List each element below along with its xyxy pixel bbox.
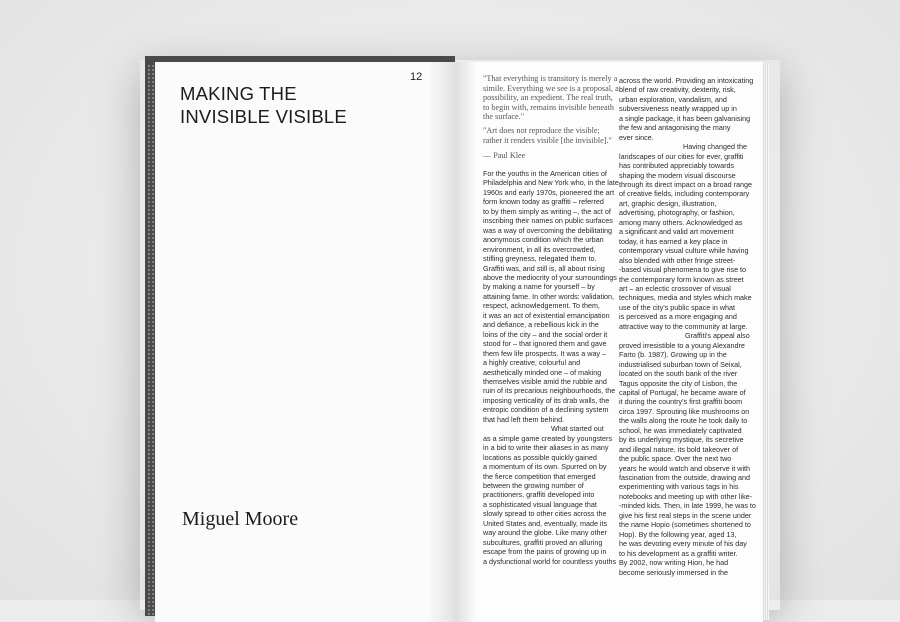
body-text-line: themselves visible amid the rubble and [483, 376, 607, 386]
body-text-line: ever since. [619, 132, 654, 142]
body-text-line: stifling greyness, relegated them to. [483, 254, 597, 264]
body-text-line: Tagus opposite the city of Lisbon, the [619, 378, 738, 388]
body-text-line: proved irresistible to a young Alexandre [619, 340, 745, 350]
body-text-line: Philadelphia and New York who, in the late [483, 178, 619, 188]
epigraph-attribution: — Paul Klee [483, 151, 526, 160]
body-text-line: aesthetically minded one – of making [483, 367, 602, 377]
body-text-line: the few and antagonising the many [619, 123, 731, 133]
body-text-line: the public space. Over the next two [619, 454, 732, 464]
body-text-line: school, he was immediately captivated [619, 425, 742, 435]
body-text-line: advertising, photography, or fashion, [619, 208, 735, 218]
body-text-line: industrialised suburban town of Seixal, [619, 359, 742, 369]
body-text-line: ruin of its precarious neighbourhoods, the [483, 386, 616, 396]
body-text-line: locations as possible quickly gained [483, 452, 597, 462]
body-text-line: use of the city's public space in what [619, 302, 736, 312]
body-text-line: a single package, it has been galvanising [619, 113, 751, 123]
body-text-line: form known today as graffiti – referred [483, 197, 604, 207]
body-text-line: also blended with other fringe street- [619, 255, 736, 265]
body-text-line: and defiance, a rebellious kick in the [483, 320, 599, 330]
chapter-title-line-1: MAKING THE [180, 83, 297, 104]
body-text-line: Graffiti's appeal also [685, 331, 750, 341]
body-text-line: subcultures, graffiti proved an alluring [483, 537, 603, 547]
body-text-line: a momentum of its own. Spurred on by [483, 462, 607, 472]
body-text-line: it was an act of existential emancipation [483, 310, 610, 320]
body-text-line: of creative fields, including contemporary [619, 189, 750, 199]
body-text-line: What started out [551, 424, 604, 434]
body-text-line: shaping the modern visual discourse [619, 170, 736, 180]
body-text-line: that had left them behind. [483, 414, 565, 424]
author-name: Miguel Moore [182, 508, 299, 530]
body-text-line: Farto (b. 1987). Growing up in the [619, 350, 727, 360]
body-text-line: a dysfunctional world for countless youths [483, 556, 617, 566]
body-text-line: landscapes of our cities for ever, graffiti [619, 151, 744, 161]
body-text-line: way around the globe. Like many other [483, 528, 607, 538]
body-text-line: imposing verticality of its drab walls, the [483, 395, 610, 405]
body-column-1 [483, 169, 619, 566]
epigraph-quote-2: "Art does not reproduce the visible; rather it renders visible [the invisible]." [483, 126, 612, 145]
body-text-line: anonymous condition which the urban [483, 235, 604, 245]
body-text-line: across the world. Providing an intoxicating [619, 76, 754, 85]
body-text-line: attaining fame. In other words: validation, [483, 291, 615, 301]
body-text-line: become seriously immersed in the [619, 567, 729, 577]
body-text-line: through its direct impact on a broad range [619, 179, 753, 189]
body-text-line: attractive way to the community at large. [619, 321, 748, 331]
body-text-line: to his development as a graffiti writer. [619, 548, 738, 558]
body-text-line: the fierce competition that emerged [483, 471, 596, 481]
body-text-line: entropic condition of a declining system [483, 405, 609, 415]
body-text-line: located on the south bank of the river [619, 369, 738, 379]
page-number: 12 [410, 71, 423, 83]
body-text-line: contemporary visual culture while having [619, 246, 749, 256]
body-text-line: and illegal nature, its bold takeover of [619, 444, 739, 454]
body-text-line: has contributed appreciably towards [619, 161, 735, 171]
body-text-line: is perceived as a more engaging and [619, 312, 737, 322]
body-text-line: inscribing their names on public surfaces [483, 216, 613, 226]
body-text-line: practitioners, graffiti developed into [483, 490, 595, 500]
body-text-line: circa 1997. Sprouting like mushrooms on [619, 406, 750, 416]
body-text-line: years he would watch and observe it with [619, 463, 751, 473]
body-text-line: to by them simply as writing –, the act of [483, 206, 611, 216]
body-text-line: United States and, eventually, made its [483, 518, 608, 528]
body-text-line: a highly creative, colourful and [483, 358, 581, 368]
body-text-line: slowly spread to other cities across the [483, 509, 607, 519]
body-text-line: among many others. Acknowledged as [619, 217, 743, 227]
epigraph-quote-1: "That everything is transitory is merely a simile. Everything we see is a proposal, a possibility, an expedient. The real truth, to begin with, remains invisible beneath the surface." [483, 74, 619, 122]
body-text-line: blend of raw creativity, dexterity, risk, [619, 85, 736, 95]
body-text-line: the walls along the route he took daily to [619, 416, 748, 426]
body-text-line: art, graphic design, illustration, [619, 198, 717, 208]
body-text-line: he was devoting every minute of his day [619, 539, 747, 549]
body-text-line: techniques, media and styles which make [619, 293, 752, 303]
body-text-line: Hop). By the following year, aged 13, [619, 529, 737, 539]
body-text-line: subversiveness neatly wrapped up in [619, 104, 737, 114]
body-text-line: fascination from the outside, drawing and [619, 473, 751, 483]
body-text-line: For the youths in the American cities of [483, 169, 607, 178]
body-text-line: above the mediocrity of your surroundings [483, 272, 617, 282]
body-text-line: urban exploration, vandalism, and [619, 94, 727, 104]
body-text-line: by its underlying mystique, its secretive [619, 435, 744, 445]
body-text-line: stood for – that ignored them and gave [483, 339, 607, 349]
body-text-line: By 2002, now writing Hion, he had [619, 558, 729, 568]
body-text-line: them few life prospects. It was a way – [483, 348, 607, 358]
body-text-line: by making a name for yourself – by [483, 282, 595, 292]
body-text-line: give his first real steps in the scene under [619, 510, 752, 520]
body-text-line: between the growing number of [483, 480, 584, 490]
body-text-line: environment, in all its overcrowded, [483, 244, 596, 254]
body-text-line: art – an eclectic crossover of visual [619, 283, 731, 293]
body-text-line: the contemporary form known as street [619, 274, 744, 284]
body-text-line: it during the country's first graffiti boom [619, 397, 743, 407]
body-text-line: escape from the pains of growing up in [483, 547, 607, 557]
left-page [155, 62, 455, 622]
page-stack-edge [763, 64, 769, 620]
body-text-line: a significant and valid art movement [619, 227, 734, 237]
body-text-line: -minded kids. Then, in late 1999, he was to [619, 501, 756, 511]
body-text-line: was a way of overcoming the debilitating [483, 225, 613, 235]
body-text-line: in a bid to write their aliases in as many [483, 443, 609, 453]
body-text-line: 1960s and early 1970s, pioneered the art [483, 187, 615, 197]
body-text-line: today, it has earned a key place in [619, 236, 728, 246]
body-text-line: loins of the city – and the social order it [483, 329, 608, 339]
body-text-line: -based visual phenomena to give rise to [619, 265, 747, 275]
body-text-line: respect, acknowledgement. To them, [483, 301, 600, 311]
body-text-line: notebooks and meeting up with other like- [619, 491, 753, 501]
body-text-line: a sophisticated visual language that [483, 499, 597, 509]
body-text-line: the name Hopio (sometimes shortened to [619, 520, 751, 530]
body-text-line: as a simple game created by youngsters [483, 433, 613, 443]
chapter-title [180, 82, 347, 128]
body-text-line: capital of Portugal, he became aware of [619, 387, 746, 397]
body-text-line: Graffiti was, and still is, all about rising [483, 263, 605, 273]
chapter-title-line-2: INVISIBLE VISIBLE [180, 106, 347, 127]
body-column-2 [619, 76, 756, 577]
body-text-line: experimenting with various tags in his [619, 482, 739, 492]
body-text-line: Having changed the [683, 142, 747, 152]
